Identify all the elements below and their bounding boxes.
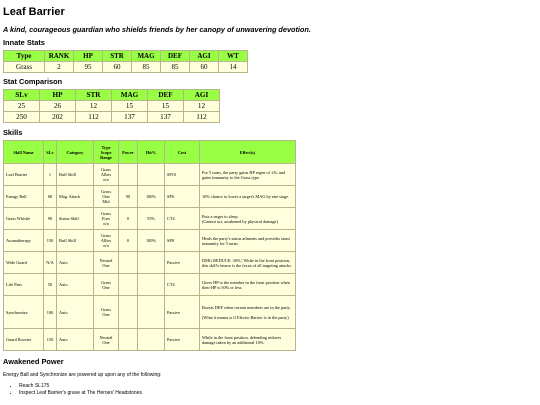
innate-stats-row bbox=[4, 62, 248, 73]
skill-power-cell: 0 bbox=[119, 230, 138, 252]
table-cell: 15 bbox=[112, 101, 148, 112]
skills-table bbox=[3, 140, 296, 351]
skill-effect-cell: Heals the party's status ailments and provides taunt immunity for 5 turns. bbox=[200, 230, 296, 252]
skill-cost-cell: CT4 bbox=[165, 208, 200, 230]
header-cell: MAG bbox=[132, 51, 161, 62]
table-cell: 112 bbox=[184, 112, 220, 123]
header-cell: Cost bbox=[165, 141, 200, 164]
stat-comparison-table bbox=[3, 89, 220, 123]
table-row bbox=[4, 252, 296, 274]
skill-category-cell: Buff Skill bbox=[57, 230, 94, 252]
skill-slv-cell: 150 bbox=[44, 329, 57, 351]
header-cell: Type bbox=[4, 51, 45, 62]
awakened-heading: Awakened Power bbox=[3, 357, 64, 366]
skill-power-cell: 90 bbox=[119, 186, 138, 208]
table-cell: 137 bbox=[148, 112, 184, 123]
skill-slv-cell: 1 bbox=[44, 164, 57, 186]
header-cell: DEF bbox=[148, 90, 184, 101]
skill-cost-cell: SP8 bbox=[165, 230, 200, 252]
skill-power-cell bbox=[119, 252, 138, 274]
header-cell: Power bbox=[119, 141, 138, 164]
skill-cost-cell: CT4 bbox=[165, 274, 200, 296]
skill-slv-cell: 90 bbox=[44, 208, 57, 230]
table-cell: 112 bbox=[76, 112, 112, 123]
table-row bbox=[4, 112, 220, 123]
skill-name-cell: Life Pass bbox=[4, 274, 44, 296]
skills-heading: Skills bbox=[3, 128, 23, 137]
table-cell: 85 bbox=[161, 62, 190, 73]
header-cell: SLv bbox=[4, 90, 40, 101]
skill-type-cell: Neutral One bbox=[94, 329, 119, 351]
skill-effect-cell: For 5 turns, the party gains HP regen of 1/6, and gains immunity to the Grass type. bbox=[200, 164, 296, 186]
list-item: • Reach SL175 bbox=[19, 383, 537, 390]
skill-category-cell: Auto bbox=[57, 252, 94, 274]
header-cell: HP bbox=[74, 51, 103, 62]
table-cell: 14 bbox=[219, 62, 248, 73]
skill-type-cell: Grass Allies n/a bbox=[94, 230, 119, 252]
skill-hit-cell bbox=[138, 296, 165, 329]
skill-type-cell: Grass Foes n/a bbox=[94, 208, 119, 230]
skill-hit-cell bbox=[138, 329, 165, 351]
skill-slv-cell: N/A bbox=[44, 252, 57, 274]
header-cell: STR bbox=[103, 51, 132, 62]
list-item: • Inspect Leaf Barrier's grave at The Heroes' Headstones bbox=[19, 390, 537, 397]
header-cell: DEF bbox=[161, 51, 190, 62]
header-cell: Effect(s) bbox=[200, 141, 296, 164]
skill-power-cell bbox=[119, 296, 138, 329]
skill-type-cell: Grass One Mid bbox=[94, 186, 119, 208]
table-cell: 85 bbox=[132, 62, 161, 73]
table-cell: 95 bbox=[74, 62, 103, 73]
table-cell: 26 bbox=[40, 101, 76, 112]
skill-effect-cell: Puts a target to sleep. (Cannot act, awakened by physical damage) bbox=[200, 208, 296, 230]
skill-type-cell: Grass Allies n/a bbox=[94, 164, 119, 186]
skill-name-cell: Aromatherapy bbox=[4, 230, 44, 252]
table-cell: 137 bbox=[112, 112, 148, 123]
header-cell: MAG bbox=[112, 90, 148, 101]
header-cell: RANK bbox=[45, 51, 74, 62]
innate-stats-table bbox=[3, 50, 248, 73]
skill-slv-cell: 68 bbox=[44, 186, 57, 208]
skill-hit-cell: 55% bbox=[138, 208, 165, 230]
innate-stats-header-row bbox=[4, 51, 248, 62]
skill-cost-cell: Passive bbox=[165, 296, 200, 329]
skill-name-cell: Synchronize bbox=[4, 296, 44, 329]
skill-effect-cell: Boosts DEF when certain members are in the party. (What it means is if Electro Barrier is in the party) bbox=[200, 296, 296, 329]
stat-comparison-header-row bbox=[4, 90, 220, 101]
skill-category-cell: Auto bbox=[57, 329, 94, 351]
skill-slv-cell: 50 bbox=[44, 274, 57, 296]
skill-category-cell: Buff Skill bbox=[57, 164, 94, 186]
skills-header-row bbox=[4, 141, 296, 164]
skill-category-cell: Auto bbox=[57, 296, 94, 329]
skill-effect-cell: 10% chance to lower a target's MAG by one stage. bbox=[200, 186, 296, 208]
table-row bbox=[4, 296, 296, 329]
table-cell: Grass bbox=[4, 62, 45, 73]
skill-effect-cell: DMG REDUCE: 30% | While in the front position, this skill's bearer is the focus of all targeting attacks. bbox=[200, 252, 296, 274]
table-cell: 12 bbox=[184, 101, 220, 112]
skill-type-cell: Neutral One bbox=[94, 252, 119, 274]
skill-power-cell bbox=[119, 274, 138, 296]
skill-slv-cell: 100 bbox=[44, 296, 57, 329]
table-cell: 60 bbox=[190, 62, 219, 73]
table-row bbox=[4, 230, 296, 252]
skill-hit-cell: 100% bbox=[138, 186, 165, 208]
header-cell: Hit% bbox=[138, 141, 165, 164]
header-cell: HP bbox=[40, 90, 76, 101]
skill-effect-cell: Gives HP to the member in the front position when their HP is 50% or less. bbox=[200, 274, 296, 296]
header-cell: AGI bbox=[184, 90, 220, 101]
skill-name-cell: Grass Whistle bbox=[4, 208, 44, 230]
stat-comparison-heading: Stat Comparison bbox=[3, 77, 63, 86]
skill-hit-cell bbox=[138, 274, 165, 296]
skill-name-cell: Guard Booster bbox=[4, 329, 44, 351]
skill-hit-cell bbox=[138, 252, 165, 274]
table-cell: 2 bbox=[45, 62, 74, 73]
header-cell: WT bbox=[219, 51, 248, 62]
skill-category-cell: Auto bbox=[57, 274, 94, 296]
table-row bbox=[4, 164, 296, 186]
skill-name-cell: Wide Guard bbox=[4, 252, 44, 274]
page-title: Leaf Barrier bbox=[3, 6, 65, 18]
skill-effect-cell: While in the front position, defending reduces damage taken by an additional 10%. bbox=[200, 329, 296, 351]
skill-power-cell: 0 bbox=[119, 208, 138, 230]
table-cell: 60 bbox=[103, 62, 132, 73]
skill-cost-cell: SP10 bbox=[165, 164, 200, 186]
skill-name-cell: Leaf Barrier bbox=[4, 164, 44, 186]
table-cell: 25 bbox=[4, 101, 40, 112]
skill-cost-cell: SP6 bbox=[165, 186, 200, 208]
table-cell: 12 bbox=[76, 101, 112, 112]
header-cell: AGI bbox=[190, 51, 219, 62]
skill-hit-cell bbox=[138, 164, 165, 186]
table-cell: 15 bbox=[148, 101, 184, 112]
table-row bbox=[4, 329, 296, 351]
awakened-intro: Energy Ball and Synchronize are powered up upon any of the following: bbox=[3, 372, 162, 378]
table-cell: 250 bbox=[4, 112, 40, 123]
awakened-list bbox=[3, 383, 537, 396]
header-cell: Type Scope Range bbox=[94, 141, 119, 164]
skill-power-cell bbox=[119, 329, 138, 351]
skill-power-cell bbox=[119, 164, 138, 186]
skill-cost-cell: Passive bbox=[165, 252, 200, 274]
skill-category-cell: Status Skill bbox=[57, 208, 94, 230]
header-cell: STR bbox=[76, 90, 112, 101]
table-cell: 202 bbox=[40, 112, 76, 123]
table-row bbox=[4, 101, 220, 112]
tagline: A kind, courageous guardian who shields friends by her canopy of unwavering devotion. bbox=[3, 25, 311, 34]
table-row bbox=[4, 208, 296, 230]
table-row bbox=[4, 186, 296, 208]
skill-slv-cell: 150 bbox=[44, 230, 57, 252]
skill-category-cell: Mag. Attack bbox=[57, 186, 94, 208]
header-cell: SLv bbox=[44, 141, 57, 164]
skill-type-cell: Grass One bbox=[94, 296, 119, 329]
skill-type-cell: Grass One bbox=[94, 274, 119, 296]
skill-hit-cell: 100% bbox=[138, 230, 165, 252]
skill-cost-cell: Passive bbox=[165, 329, 200, 351]
skill-name-cell: Energy Ball bbox=[4, 186, 44, 208]
table-row bbox=[4, 274, 296, 296]
header-cell: Category bbox=[57, 141, 94, 164]
innate-stats-heading: Innate Stats bbox=[3, 38, 45, 47]
header-cell: Skill Name bbox=[4, 141, 44, 164]
